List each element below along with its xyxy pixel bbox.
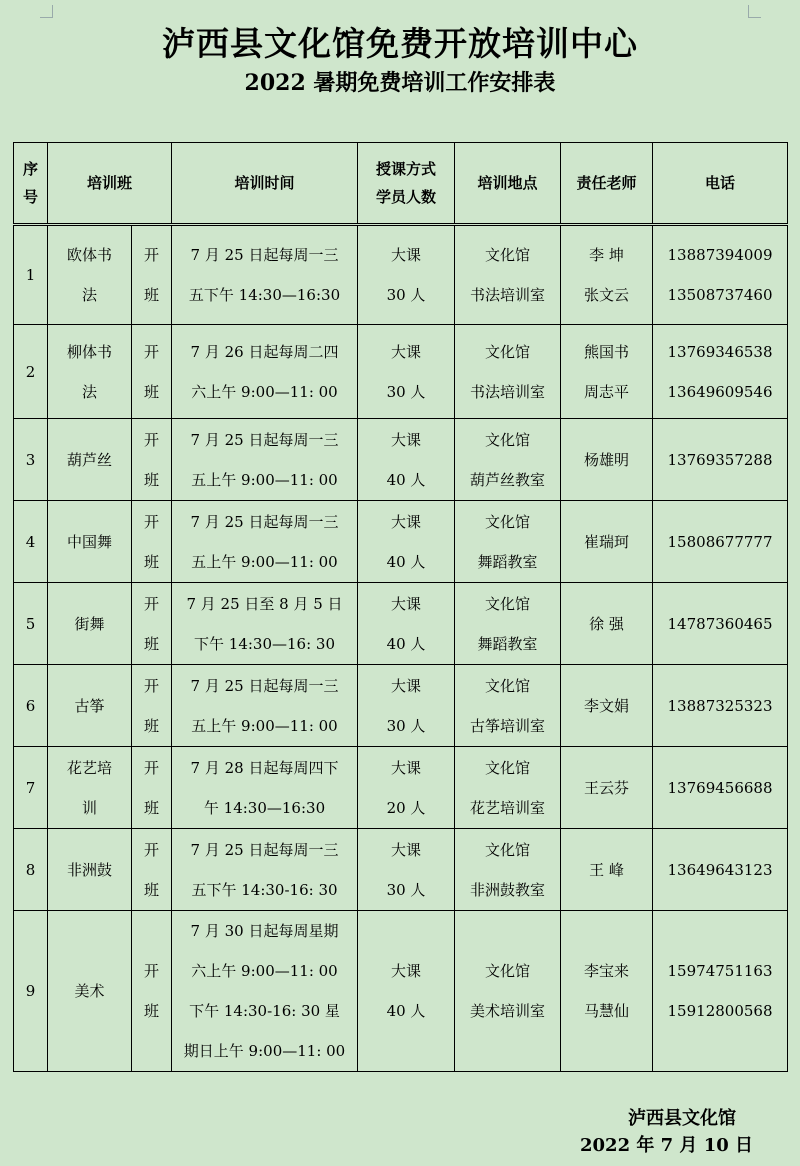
cell-teacher: 崔瑞珂 <box>561 501 653 583</box>
cell-method: 大课 40 人 <box>358 501 455 583</box>
cell-place: 文化馆 非洲鼓教室 <box>455 829 561 911</box>
cell-time: 7 月 28 日起每周四下 午 14:30—16:30 <box>172 747 358 829</box>
cell-phone: 13649643123 <box>653 829 788 911</box>
cell-teacher: 杨雄明 <box>561 419 653 501</box>
header-place: 培训地点 <box>455 143 561 225</box>
table-row <box>14 583 788 665</box>
cell-time: 7 月 30 日起每周星期 六上午 9:00—11: 00 下午 14:30-16: 30 星 期日上午 9:00—11: 00 <box>172 911 358 1072</box>
cell-teacher: 李 坤 张文云 <box>561 225 653 325</box>
cell-open-class: 开 班 <box>132 501 172 583</box>
cell-method: 大课 30 人 <box>358 225 455 325</box>
table-row <box>14 501 788 583</box>
cell-phone: 13769456688 <box>653 747 788 829</box>
table-row <box>14 325 788 419</box>
cell-teacher: 王云芬 <box>561 747 653 829</box>
cell-place: 文化馆 舞蹈教室 <box>455 583 561 665</box>
cell-teacher: 李文娟 <box>561 665 653 747</box>
header-row <box>14 143 788 225</box>
cell-place: 文化馆 舞蹈教室 <box>455 501 561 583</box>
cell-method: 大课 40 人 <box>358 419 455 501</box>
cell-place: 文化馆 书法培训室 <box>455 325 561 419</box>
cell-open-class: 开 班 <box>132 911 172 1072</box>
cell-time: 7 月 25 日至 8 月 5 日 下午 14:30—16: 30 <box>172 583 358 665</box>
cell-phone: 15974751163 15912800568 <box>653 911 788 1072</box>
cell-method: 大课 40 人 <box>358 583 455 665</box>
cell-class-name: 非洲鼓 <box>48 829 132 911</box>
cell-class-name: 柳体书 法 <box>48 325 132 419</box>
table-row <box>14 747 788 829</box>
cell-open-class: 开 班 <box>132 325 172 419</box>
header-phone: 电话 <box>653 143 788 225</box>
cell-class-name: 葫芦丝 <box>48 419 132 501</box>
signature-org: 泸西县文化馆 <box>628 1108 736 1129</box>
table-row <box>14 419 788 501</box>
cell-method: 大课 30 人 <box>358 665 455 747</box>
cell-teacher: 徐 强 <box>561 583 653 665</box>
cell-time: 7 月 25 日起每周一三 五下午 14:30—16:30 <box>172 225 358 325</box>
cell-seq: 9 <box>14 911 48 1072</box>
cell-seq: 5 <box>14 583 48 665</box>
schedule-table <box>13 142 788 1072</box>
cell-phone: 13769346538 13649609546 <box>653 325 788 419</box>
table-row <box>14 225 788 325</box>
signature-date: 2022 年 7 月 10 日 <box>580 1135 754 1156</box>
document-title: 泸西县文化馆免费开放培训中心 <box>162 24 638 63</box>
cell-method: 大课 30 人 <box>358 829 455 911</box>
header-method: 授课方式 学员人数 <box>358 143 455 225</box>
cell-seq: 8 <box>14 829 48 911</box>
cell-phone: 13769357288 <box>653 419 788 501</box>
cell-seq: 7 <box>14 747 48 829</box>
cell-place: 文化馆 古筝培训室 <box>455 665 561 747</box>
cell-phone: 14787360465 <box>653 583 788 665</box>
cell-class-name: 美术 <box>48 911 132 1072</box>
cell-open-class: 开 班 <box>132 583 172 665</box>
cell-seq: 1 <box>14 225 48 325</box>
cell-seq: 2 <box>14 325 48 419</box>
cell-phone: 13887394009 13508737460 <box>653 225 788 325</box>
table-row <box>14 911 788 1072</box>
crop-mark-right <box>748 5 761 18</box>
cell-open-class: 开 班 <box>132 419 172 501</box>
header-class: 培训班 <box>48 143 172 225</box>
table-row <box>14 665 788 747</box>
cell-place: 文化馆 葫芦丝教室 <box>455 419 561 501</box>
cell-teacher: 熊国书 周志平 <box>561 325 653 419</box>
cell-time: 7 月 26 日起每周二四 六上午 9:00—11: 00 <box>172 325 358 419</box>
cell-class-name: 古筝 <box>48 665 132 747</box>
cell-time: 7 月 25 日起每周一三 五上午 9:00—11: 00 <box>172 419 358 501</box>
cell-open-class: 开 班 <box>132 829 172 911</box>
cell-seq: 3 <box>14 419 48 501</box>
cell-place: 文化馆 书法培训室 <box>455 225 561 325</box>
cell-open-class: 开 班 <box>132 225 172 325</box>
header-seq: 序 号 <box>14 143 48 225</box>
cell-seq: 4 <box>14 501 48 583</box>
cell-phone: 13887325323 <box>653 665 788 747</box>
cell-method: 大课 20 人 <box>358 747 455 829</box>
cell-class-name: 中国舞 <box>48 501 132 583</box>
table-row <box>14 829 788 911</box>
cell-class-name: 花艺培 训 <box>48 747 132 829</box>
header-time: 培训时间 <box>172 143 358 225</box>
cell-open-class: 开 班 <box>132 747 172 829</box>
cell-class-name: 街舞 <box>48 583 132 665</box>
cell-method: 大课 40 人 <box>358 911 455 1072</box>
cell-phone: 15808677777 <box>653 501 788 583</box>
cell-seq: 6 <box>14 665 48 747</box>
cell-open-class: 开 班 <box>132 665 172 747</box>
crop-mark-left <box>40 5 53 18</box>
cell-method: 大课 30 人 <box>358 325 455 419</box>
cell-time: 7 月 25 日起每周一三 五上午 9:00—11: 00 <box>172 501 358 583</box>
cell-teacher: 王 峰 <box>561 829 653 911</box>
cell-place: 文化馆 花艺培训室 <box>455 747 561 829</box>
cell-place: 文化馆 美术培训室 <box>455 911 561 1072</box>
cell-class-name: 欧体书 法 <box>48 225 132 325</box>
cell-time: 7 月 25 日起每周一三 五上午 9:00—11: 00 <box>172 665 358 747</box>
header-teacher: 责任老师 <box>561 143 653 225</box>
document-subtitle: 2022 暑期免费培训工作安排表 <box>244 70 556 96</box>
cell-teacher: 李宝来 马慧仙 <box>561 911 653 1072</box>
cell-time: 7 月 25 日起每周一三 五下午 14:30-16: 30 <box>172 829 358 911</box>
